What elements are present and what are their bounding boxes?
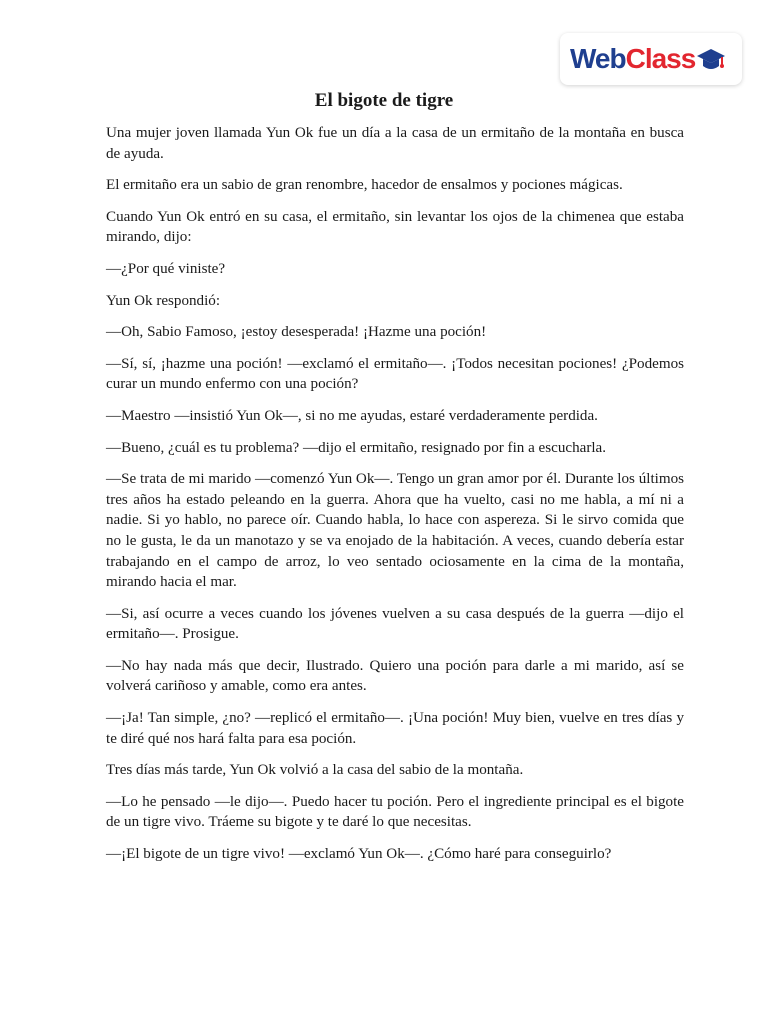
logo-wordmark <box>570 45 695 73</box>
paragraph: —¡El bigote de un tigre vivo! —exclamó Yun Ok—. ¿Cómo haré para conseguirlo? <box>106 846 612 863</box>
paragraph: —Bueno, ¿cuál es tu problema? —dijo el ermitaño, resignado por fin a escucharla. <box>106 439 607 456</box>
paragraph: —Lo he pensado —le dijo—. Puedo hacer tu poción. Pero el ingrediente principal es el bigote de un tigre vivo. Tráeme su bigote y te daré lo que necesitas. <box>106 793 684 831</box>
logo-text-class: Class <box>625 43 696 74</box>
paragraph: —No hay nada más que decir, Ilustrado. Quiero una poción para darle a mi marido, así se volverá cariñoso y amable, como era antes. <box>106 657 684 695</box>
webclass-logo[interactable] <box>560 33 742 85</box>
paragraph: —¡Ja! Tan simple, ¿no? —replicó el ermitaño—. ¡Una poción! Muy bien, vuelve en tres días y te diré qué nos hará falta para esa poción. <box>106 710 684 747</box>
paragraph: —Oh, Sabio Famoso, ¡estoy desesperada! ¡Hazme una poción! <box>106 324 487 341</box>
paragraph: —¿Por qué viniste? <box>106 260 226 277</box>
document-body <box>106 123 684 876</box>
paragraph: —Maestro —insistió Yun Ok—, si no me ayudas, estaré verdaderamente perdida. <box>106 407 598 424</box>
paragraph: —Sí, sí, ¡hazme una poción! —exclamó el ermitaño—. ¡Todos necesitan pociones! ¿Podemos curar un mundo enfermo con una poción? <box>106 355 684 393</box>
paragraph: Una mujer joven llamada Yun Ok fue un día a la casa de un ermitaño de la montaña en busca de ayuda. <box>106 125 684 162</box>
document-title: El bigote de tigre <box>314 90 454 111</box>
paragraph: Yun Ok respondió: <box>106 292 221 309</box>
paragraph: —Si, así ocurre a veces cuando los jóvenes vuelven a su casa después de la guerra —dijo el ermitaño—. Prosigue. <box>106 605 684 643</box>
paragraph: El ermitaño era un sabio de gran renombre, hacedor de ensalmos y pociones mágicas. <box>106 177 623 194</box>
graduation-cap-icon <box>696 45 726 75</box>
paragraph: —Se trata de mi marido —comenzó Yun Ok—. Tengo un gran amor por él. Durante los últimos tres años ha estado peleando en la guerra. Ahora que ha vuelto, casi no me habla, a mí ni a nadie. Si yo hablo, no parece oír. Cuando habla, lo hace con aspereza. Si le sirvo comida que no le gusta, le da un manotazo y se va enojado de la habitación. A veces, cuando debería estar trabajando en el campo de arroz, lo veo sentado ociosamente en la cima de la montaña, mirando hacia el mar. <box>106 471 684 591</box>
paragraph: Tres días más tarde, Yun Ok volvió a la casa del sabio de la montaña. <box>106 762 524 779</box>
logo-text-web: Web <box>570 43 626 74</box>
paragraph: Cuando Yun Ok entró en su casa, el ermitaño, sin levantar los ojos de la chimenea que estaba mirando, dijo: <box>106 208 684 246</box>
